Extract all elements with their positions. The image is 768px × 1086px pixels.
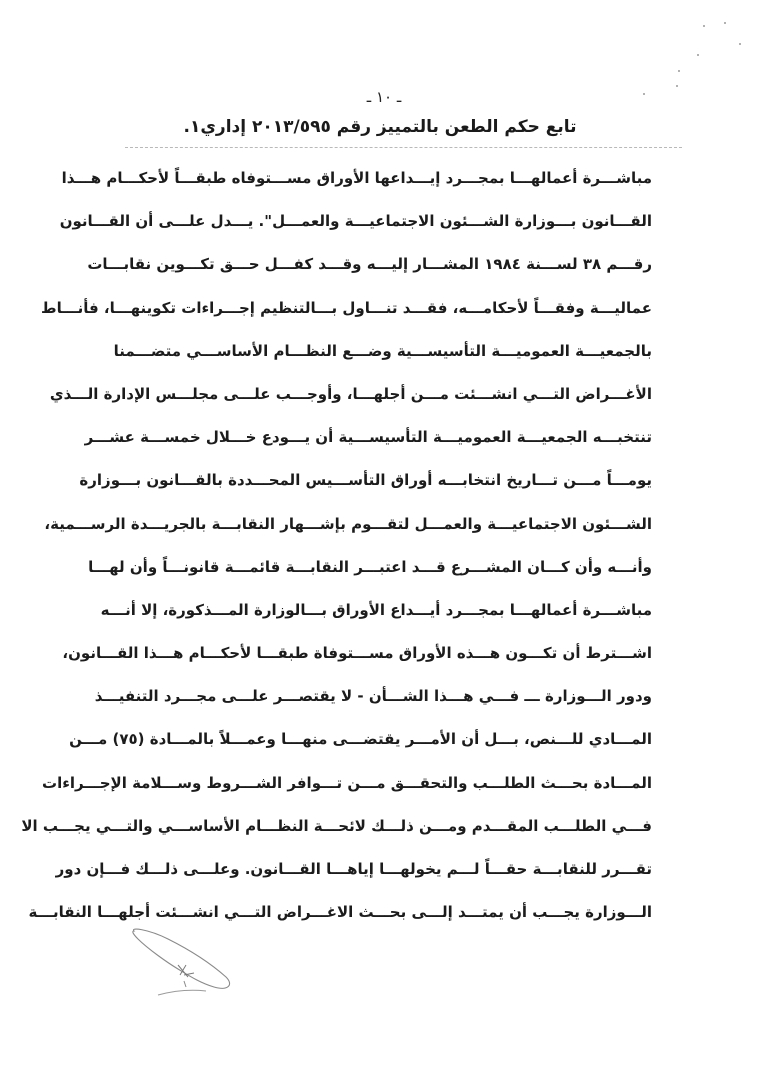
text-line: مباشـــرة أعمالهـــا بمجـــرد أيـــداع الأوراق بـــالوزارة المـــذكورة، إلا أنـــه — [100, 600, 652, 619]
text-line: الشـــئون الاجتماعيـــة والعمـــل لتقـــوم بإشـــهار النقابـــة بالجريـــدة الرســـمية، — [44, 514, 652, 533]
scan-speck — [697, 54, 699, 56]
signature — [128, 925, 248, 1005]
text-line: المـــادة بحـــث الطلـــب والتحقـــق مـــن تـــوافر الشـــروط وســـلامة الإجـــراءات — [42, 773, 652, 792]
case-title: تابع حكم الطعن بالتمييز رقم ٢٠١٣/٥٩٥ إداري١. — [183, 117, 577, 137]
text-line: ودور الـــوزارة ـــ فـــي هـــذا الشـــأن - لا يقتصـــر علـــى مجـــرد التنفيـــذ — [94, 687, 652, 706]
text-line: القـــانون بـــوزارة الشـــئون الاجتماعيـــة والعمـــل". يـــدل علـــى أن القـــانون — [59, 212, 652, 231]
scan-speck — [676, 85, 678, 87]
text-line: مباشـــرة أعمالهـــا بمجـــرد إيـــداعها الأوراق مســـتوفاه طبقـــاً لأحكـــام هـــذا — [61, 169, 652, 187]
text-line: يومـــاً مـــن تـــاريخ انتخابـــه أوراق التأســـيس المحـــددة بالقـــانون بـــوزارة — [79, 471, 652, 490]
scan-speck — [678, 70, 680, 72]
body-text — [21, 160, 652, 937]
scan-speck — [643, 93, 645, 95]
text-line: الـــوزارة يجـــب أن يمتـــد إلـــى بحـــث الاغـــراض التـــي انشـــئت أجلهـــا النقابـــة — [28, 903, 652, 922]
text-line: رقـــم ٣٨ لســـنة ١٩٨٤ المشـــار إليـــه وقـــد كفـــل حـــق تكـــوين نقابـــات — [87, 255, 652, 274]
text-line: فـــي الطلـــب المقـــدم ومـــن ذلـــك لائحـــة النظـــام الأساســـي والتـــي يجـــب الا — [21, 816, 652, 835]
scan-speck — [703, 25, 705, 27]
page-number: ـ ١٠ ـ — [366, 88, 402, 106]
scan-speck — [724, 22, 726, 24]
header-divider — [125, 147, 682, 148]
text-line: الأغـــراض التـــي انشـــئت مـــن أجلهـــا، وأوجـــب علـــى مجلـــس الإدارة الـــذي — [49, 384, 652, 403]
text-line: تنتخبـــه الجمعيـــة العموميـــة التأسيســـية أن يـــودع خـــلال خمســـة عشـــر — [84, 428, 652, 447]
text-line: المـــادي للـــنص، بـــل أن الأمـــر يقتضـــى منهـــا وعمـــلاً بالمـــادة (٧٥) مـــن — [69, 730, 652, 749]
text-line: اشـــترط أن تكـــون هـــذه الأوراق مســـتوفاة طبقـــا لأحكـــام هـــذا القـــانون، — [62, 644, 652, 663]
text-line: تقـــرر للنقابـــة حقـــاً لـــم يخولهـــا إياهـــا القـــانون. وعلـــى ذلـــك فـــإن دور — [55, 860, 652, 878]
text-line: بالجمعيـــة العموميـــة التأسيســـية وضـــع النظـــام الأساســـي متضـــمنا — [113, 341, 652, 360]
scan-speck — [739, 43, 741, 45]
text-line: عماليـــة وفقـــاً لأحكامـــه، فقـــد تنـــاول بـــالتنظيم إجـــراءات تكوينهـــا، فأنـــاط — [41, 298, 652, 317]
text-line: وأنـــه وأن كـــان المشـــرع قـــد اعتبـــر النقابـــة قائمـــة قانونـــاً وأن لهـــا — [88, 557, 652, 576]
